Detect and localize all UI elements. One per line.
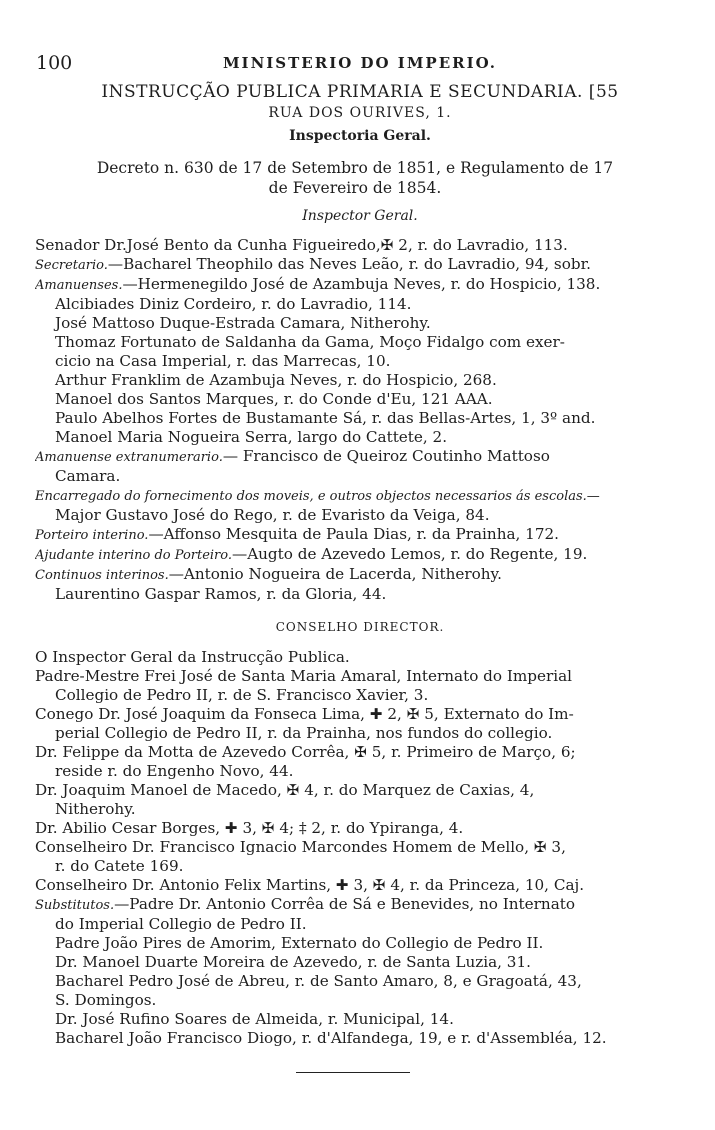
entry-text: José Mattoso Duque-Estrada Camara, Nitherohy. bbox=[55, 314, 431, 332]
list-item bbox=[35, 333, 675, 352]
list-item bbox=[35, 857, 675, 876]
list-item bbox=[35, 686, 675, 705]
list-item bbox=[35, 991, 675, 1010]
entry-text: S. Domingos. bbox=[55, 991, 157, 1009]
list-item bbox=[35, 895, 675, 915]
entry-label: Encarregado do fornecimento dos moveis, e outros objectos necessarios ás escolas.— bbox=[35, 489, 600, 504]
entry-text: —Augto de Azevedo Lemos, r. do Regente, 19. bbox=[232, 545, 588, 563]
page-header bbox=[30, 52, 690, 78]
entry-text: Major Gustavo José do Rego, r. de Evaristo da Veiga, 84. bbox=[55, 506, 490, 524]
list-item bbox=[35, 819, 675, 838]
list-item bbox=[35, 1010, 675, 1029]
list-item bbox=[35, 314, 675, 333]
entry-text: Conselheiro Dr. Francisco Ignacio Marcondes Homem de Mello, ✠ 3, bbox=[35, 838, 566, 856]
running-head: MINISTERIO DO IMPERIO. bbox=[222, 54, 498, 72]
list-item bbox=[35, 781, 675, 800]
list-item bbox=[35, 467, 675, 486]
address-line: RUA DOS OURIVES, 1. bbox=[268, 105, 452, 121]
list-item bbox=[35, 545, 675, 565]
list-item bbox=[35, 915, 675, 934]
list-item bbox=[35, 506, 675, 525]
entry-text: Camara. bbox=[55, 467, 121, 485]
list-item bbox=[35, 876, 675, 895]
entry-text: do Imperial Collegio de Pedro II. bbox=[55, 915, 307, 933]
inspectoria-list bbox=[35, 236, 675, 604]
closing-rule bbox=[296, 1072, 410, 1073]
list-item bbox=[35, 486, 675, 506]
decree-reference bbox=[50, 158, 660, 198]
entry-text: Dr. Felippe da Motta de Azevedo Corrêa, ✠ 5, r. Primeiro de Março, 6; bbox=[35, 743, 576, 761]
entry-text: Laurentino Gaspar Ramos, r. da Gloria, 44. bbox=[55, 585, 387, 603]
entry-label: Amanuense extranumerario. bbox=[35, 450, 223, 465]
list-item bbox=[35, 390, 675, 409]
page-number: 100 bbox=[36, 52, 73, 74]
list-item bbox=[35, 565, 675, 585]
entry-text: Padre-Mestre Frei José de Santa Maria Amaral, Internato do Imperial bbox=[35, 667, 573, 685]
list-item bbox=[35, 1029, 675, 1048]
entry-text: Conselheiro Dr. Antonio Felix Martins, ✚ 3, ✠ 4, r. da Princeza, 10, Caj. bbox=[35, 876, 585, 894]
conselho-heading: CONSELHO DIRECTOR. bbox=[275, 620, 445, 634]
entry-label: Amanuenses. bbox=[35, 278, 123, 293]
entry-text: Senador Dr.José Bento da Cunha Figueiredo,✠ 2, r. do Lavradio, 113. bbox=[35, 236, 568, 254]
entry-text: reside r. do Engenho Novo, 44. bbox=[55, 762, 294, 780]
list-item bbox=[35, 447, 675, 467]
entry-label: Porteiro interino. bbox=[35, 528, 149, 543]
list-item bbox=[35, 352, 675, 371]
list-item bbox=[35, 800, 675, 819]
conselho-list bbox=[35, 648, 675, 1048]
entry-text: —Bacharel Theophilo das Neves Leão, r. do Lavradio, 94, sobr. bbox=[107, 255, 591, 273]
entry-text: Bacharel João Francisco Diogo, r. d'Alfandega, 19, e r. d'Assembléa, 12. bbox=[55, 1029, 607, 1047]
list-item bbox=[35, 724, 675, 743]
entry-text: — Francisco de Queiroz Coutinho Mattoso bbox=[222, 447, 550, 465]
entry-text: —Affonso Mesquita de Paula Dias, r. da Prainha, 172. bbox=[148, 525, 560, 543]
list-item bbox=[35, 525, 675, 545]
entry-label: Continuos interinos. bbox=[35, 568, 169, 583]
list-item bbox=[35, 236, 675, 255]
entry-text: —Antonio Nogueira de Lacerda, Nitherohy. bbox=[168, 565, 502, 583]
entry-text: —Padre Dr. Antonio Corrêa de Sá e Benevides, no Internato bbox=[114, 895, 575, 913]
entry-text: Bacharel Pedro José de Abreu, r. de Santo Amaro, 8, e Gragoatá, 43, bbox=[55, 972, 582, 990]
list-item bbox=[35, 953, 675, 972]
entry-text: Dr. Joaquim Manoel de Macedo, ✠ 4, r. do Marquez de Caxias, 4, bbox=[35, 781, 535, 799]
entry-text: cicio na Casa Imperial, r. das Marrecas, 10. bbox=[55, 352, 391, 370]
entry-text: Manoel Maria Nogueira Serra, largo do Cattete, 2. bbox=[55, 428, 448, 446]
list-item bbox=[35, 585, 675, 604]
entry-text: Paulo Abelhos Fortes de Bustamante Sá, r. das Bellas-Artes, 1, 3º and. bbox=[55, 409, 596, 427]
entry-label: Secretario. bbox=[35, 258, 108, 273]
entry-label: Ajudante interino do Porteiro. bbox=[35, 548, 232, 563]
list-item bbox=[35, 371, 675, 390]
list-item bbox=[35, 934, 675, 953]
list-item bbox=[35, 295, 675, 314]
entry-text: O Inspector Geral da Instrucção Publica. bbox=[35, 648, 350, 666]
entry-text: Dr. Abilio Cesar Borges, ✚ 3, ✠ 4; ‡ 2, r. do Ypiranga, 4. bbox=[35, 819, 464, 837]
entry-label: Substitutos. bbox=[35, 898, 115, 913]
list-item bbox=[35, 972, 675, 991]
decree-line: Decreto n. 630 de 17 de Setembro de 1851, e Regulamento de 17 bbox=[96, 159, 614, 177]
entry-text: Dr. Manoel Duarte Moreira de Azevedo, r. de Santa Luzia, 31. bbox=[55, 953, 531, 971]
list-item bbox=[35, 409, 675, 428]
list-item bbox=[35, 838, 675, 857]
list-item bbox=[35, 667, 675, 686]
list-item bbox=[35, 255, 675, 275]
entry-text: Arthur Franklim de Azambuja Neves, r. do Hospicio, 268. bbox=[55, 371, 497, 389]
list-item bbox=[35, 762, 675, 781]
list-item bbox=[35, 705, 675, 724]
list-item bbox=[35, 428, 675, 447]
inspector-heading: Inspector Geral. bbox=[302, 208, 418, 224]
list-item bbox=[35, 275, 675, 295]
decree-line: de Fevereiro de 1854. bbox=[268, 179, 442, 197]
list-item bbox=[35, 648, 675, 667]
entry-text: —Hermenegildo José de Azambuja Neves, r. do Hospicio, 138. bbox=[122, 275, 601, 293]
section-title: INSTRUCÇÃO PUBLICA PRIMARIA E SECUNDARIA. [55 bbox=[101, 82, 619, 102]
entry-text: Alcibiades Diniz Cordeiro, r. do Lavradio, 114. bbox=[55, 295, 412, 313]
entry-text: Nitherohy. bbox=[55, 800, 136, 818]
entry-text: Dr. José Rufino Soares de Almeida, r. Municipal, 14. bbox=[55, 1010, 454, 1028]
entry-text: Conego Dr. José Joaquim da Fonseca Lima, ✚ 2, ✠ 5, Externato do Im- bbox=[35, 705, 574, 723]
entry-text: Thomaz Fortunato de Saldanha da Gama, Moço Fidalgo com exer- bbox=[55, 333, 565, 351]
office-title: Inspectoria Geral. bbox=[289, 128, 431, 144]
entry-text: r. do Catete 169. bbox=[55, 857, 184, 875]
entry-text: Collegio de Pedro II, r. de S. Francisco Xavier, 3. bbox=[55, 686, 429, 704]
entry-text: perial Collegio de Pedro II, r. da Prainha, nos fundos do collegio. bbox=[55, 724, 553, 742]
list-item bbox=[35, 743, 675, 762]
entry-text: Manoel dos Santos Marques, r. do Conde d'Eu, 121 AAA. bbox=[55, 390, 493, 408]
entry-text: Padre João Pires de Amorim, Externato do Collegio de Pedro II. bbox=[55, 934, 544, 952]
